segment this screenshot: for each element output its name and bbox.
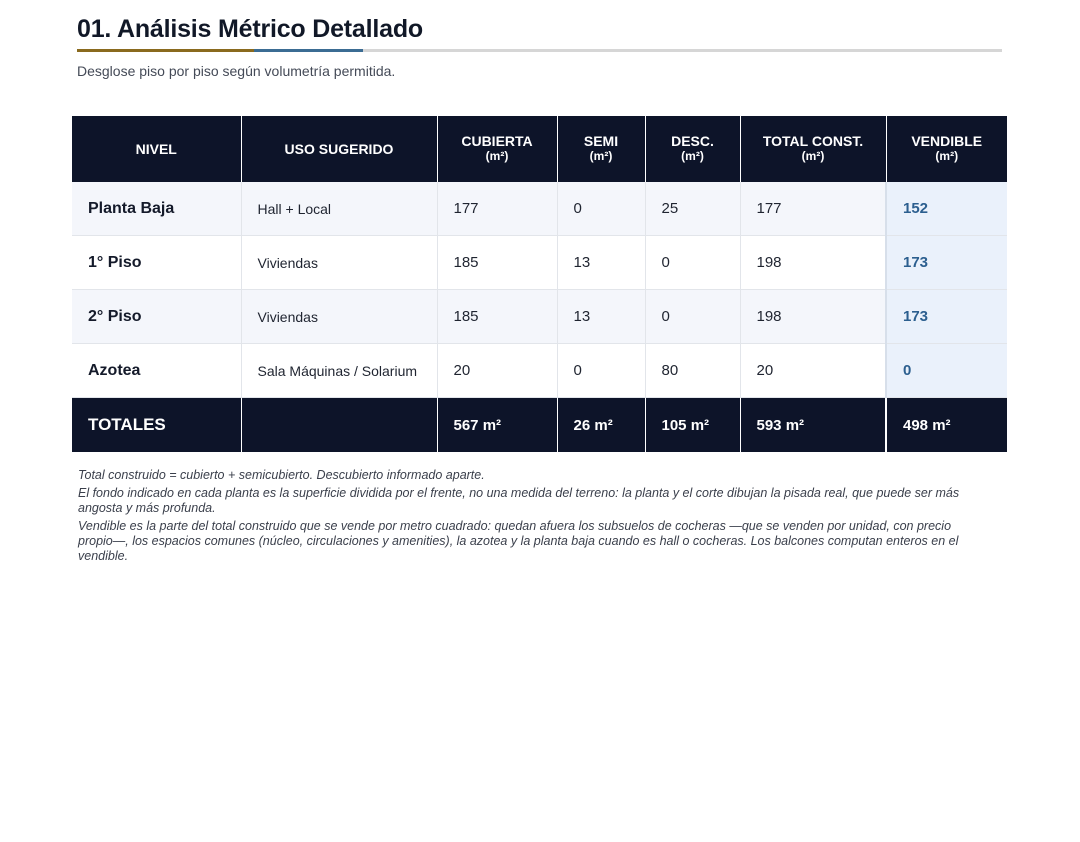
footnote: Vendible es la parte del total construido que se vende por metro cuadrado: quedan afuera los subsuelos de cocheras —que se venden por unidad, con precio propio—, los espacios comunes (núcleo, circulaciones y amenities), la azotea y la planta baja cuando es hall o cocheras. Los balcones computan enteros en el vendible. (78, 519, 959, 563)
totals-row (72, 398, 1007, 453)
cell-vendible: 0 (886, 344, 1007, 398)
cell-vendible: 152 (886, 182, 1007, 236)
totals-total: 593 m² (740, 398, 886, 453)
cell-desc: 80 (645, 344, 740, 398)
column-header-semi (557, 116, 645, 182)
cell-vendible: 173 (886, 236, 1007, 290)
footnotes (78, 468, 983, 567)
cell-cubierta: 20 (437, 344, 557, 398)
cell-total: 177 (740, 182, 886, 236)
column-header-label: TOTAL CONST. (762, 133, 864, 149)
totals-desc: 105 m² (645, 398, 740, 453)
cell-uso: Viviendas (241, 290, 437, 344)
column-header-unit: (m²) (935, 149, 959, 163)
table-row (72, 290, 1007, 344)
column-header-uso (241, 116, 437, 182)
table-row (72, 344, 1007, 398)
cell-desc: 25 (645, 182, 740, 236)
column-header-vendible (886, 116, 1007, 182)
page-subtitle: Desglose piso por piso según volumetría permitida. (77, 63, 396, 79)
cell-vendible: 173 (886, 290, 1007, 344)
cell-nivel: Planta Baja (72, 182, 241, 236)
cell-nivel: 1° Piso (72, 236, 241, 290)
column-header-label: CUBIERTA (461, 133, 533, 149)
cell-semi: 0 (557, 344, 645, 398)
metrics-table (72, 116, 1007, 452)
column-header-cubierta (437, 116, 557, 182)
column-header-label: NIVEL (135, 140, 177, 157)
title-underline (77, 49, 1002, 52)
column-header-unit: (m²) (801, 149, 825, 163)
column-header-unit: (m²) (589, 149, 613, 163)
totals-semi: 26 m² (557, 398, 645, 453)
totals-cubierta: 567 m² (437, 398, 557, 453)
table-header-row (72, 116, 1007, 182)
cell-nivel: Azotea (72, 344, 241, 398)
totals-label: TOTALES (72, 398, 241, 453)
cell-cubierta: 185 (437, 236, 557, 290)
cell-semi: 0 (557, 182, 645, 236)
column-header-label: DESC. (671, 133, 714, 149)
cell-nivel: 2° Piso (72, 290, 241, 344)
column-header-total (740, 116, 886, 182)
table-row (72, 182, 1007, 236)
cell-desc: 0 (645, 290, 740, 344)
footnote: El fondo indicado en cada planta es la superficie dividida por el frente, no una medida del terreno: la planta y el corte dibujan la pisada real, que puede ser más angosta y más profunda. (78, 486, 960, 515)
page-title: 01. Análisis Métrico Detallado (77, 15, 423, 43)
footnote: Total construido = cubierto + semicubierto. Descubierto informado aparte. (78, 468, 485, 482)
column-header-label: VENDIBLE (911, 133, 983, 149)
column-header-desc (645, 116, 740, 182)
cell-total: 198 (740, 236, 886, 290)
cell-desc: 0 (645, 236, 740, 290)
column-header-label: SEMI (583, 133, 619, 149)
column-header-label: USO SUGERIDO (284, 140, 394, 157)
title-underline-blue-accent (254, 49, 363, 52)
cell-total: 198 (740, 290, 886, 344)
column-header-unit: (m²) (681, 149, 704, 163)
title-underline-gold-accent (77, 49, 254, 52)
cell-semi: 13 (557, 236, 645, 290)
cell-uso: Sala Máquinas / Solarium (241, 344, 437, 398)
totals-uso (241, 398, 437, 453)
totals-vendible: 498 m² (886, 398, 1007, 453)
table-row (72, 236, 1007, 290)
cell-uso: Hall + Local (241, 182, 437, 236)
cell-semi: 13 (557, 290, 645, 344)
cell-total: 20 (740, 344, 886, 398)
cell-cubierta: 185 (437, 290, 557, 344)
column-header-unit: (m²) (485, 149, 509, 163)
cell-uso: Viviendas (241, 236, 437, 290)
column-header-nivel (72, 116, 241, 182)
cell-cubierta: 177 (437, 182, 557, 236)
